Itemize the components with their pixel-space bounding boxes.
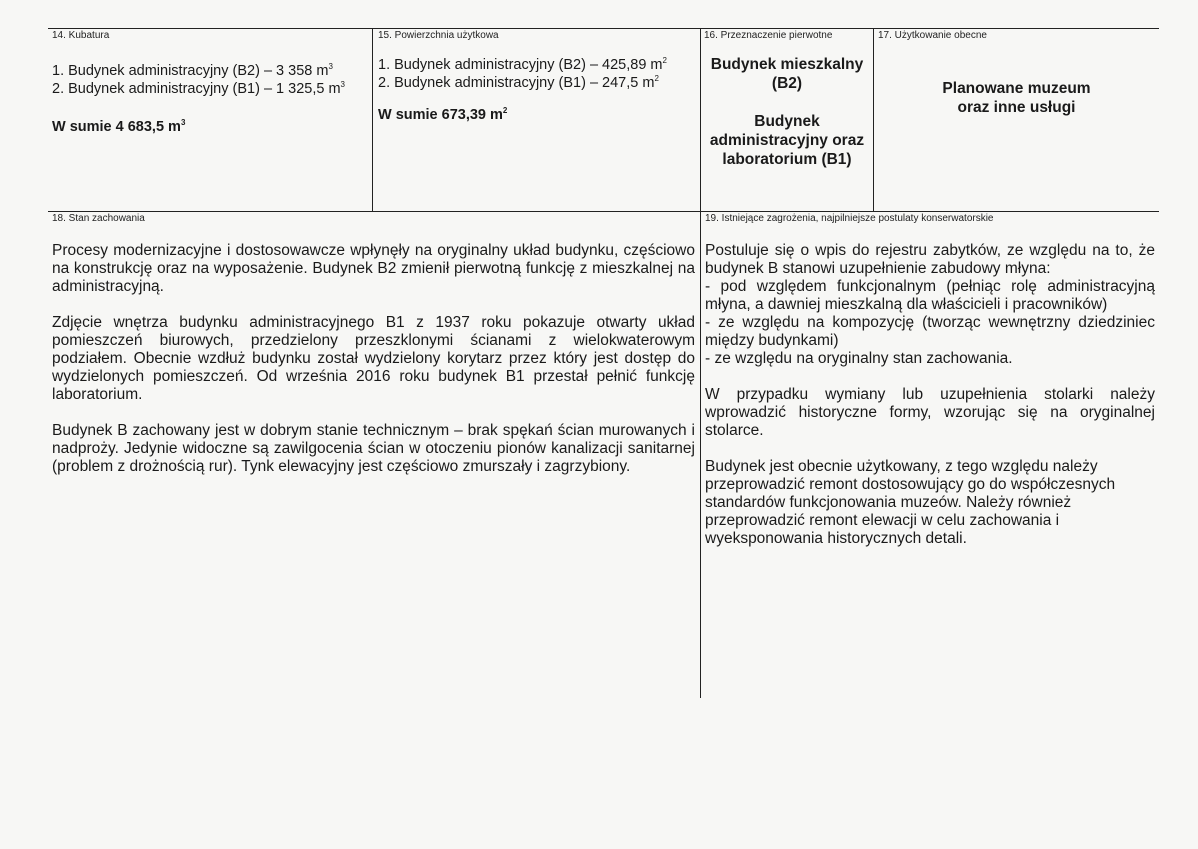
kubatura-label: 14. Kubatura	[52, 30, 110, 41]
powierzchnia-label: 15. Powierzchnia użytkowa	[378, 30, 499, 41]
zagrozenia-paragraph-2: W przypadku wymiany lub uzupełnienia stolarki należy wprowadzić historyczne formy, wzorując się na oryginalnej stolarce.	[705, 386, 1155, 439]
stan-paragraph-2: Zdjęcie wnętrza budynku administracyjnego B1 z 1937 roku pokazuje otwarty układ pomieszczeń biurowych, przedzielony przeszklonymi ścianami z wielokwaterowym podziałem. Obecnie wzdłuż budynku został wydzielony korytarz przez który jest dostęp do wydzielonych pomieszczeń. Od września 2016 roku budynek B1 przestał pełnić funkcję laboratorium.	[52, 314, 695, 403]
przeznaczenie-b1-line-3: laboratorium (B1)	[722, 151, 852, 168]
kubatura-total: W sumie 4 683,5 $m^3$	[52, 118, 186, 135]
kubatura-line-1: 1. Budynek administracyjny (B2) – 3 358 m	[52, 63, 329, 79]
zagrozenia-paragraph-3: Budynek jest obecnie użytkowany, z tego względu należy przeprowadzić remont dostosowujący go do współczesnych standardów funkcjonowania muzeów. Należy również przeprowadzić remont elewacji w celu zachowania i wyeksponowania historycznych detali.	[705, 458, 1116, 547]
top-rule	[48, 28, 1159, 29]
stan-text	[52, 242, 695, 476]
przeznaczenie-values	[701, 55, 873, 169]
zagrozenia-bullet-3: - ze względu na oryginalny stan zachowania.	[705, 350, 1013, 367]
powierzchnia-line-2: 2. Budynek administracyjny (B1) – 247,5 m	[378, 75, 655, 91]
stan-paragraph-1: Procesy modernizacyjne i dostosowawcze wpłynęły na oryginalny układ budynku, częściowo na konstrukcję oraz na wyposażenie. Budynek B2 zmienił pierwotną funkcję z mieszkalnej na administracyjną.	[52, 242, 695, 295]
powierzchnia-values: 1. Budynek administracyjny (B2) – 425,89 $m^2$ 2. Budynek administracyjny (B1) – 247,5 $m^2$	[378, 56, 667, 91]
przeznaczenie-b2-line-1: Budynek mieszkalny	[710, 56, 864, 73]
kubatura-line-2: 2. Budynek administracyjny (B1) – 1 325,5 m	[52, 81, 341, 97]
kubatura-values: 1. Budynek administracyjny (B2) – 3 358 $m^3$ 2. Budynek administracyjny (B1) – 1 325,5 $m^3$	[52, 62, 345, 97]
uzytkowanie-line-2: oraz inne usługi	[957, 99, 1076, 116]
divider-14-15	[372, 28, 373, 211]
zagrozenia-bullet-2: - ze względu na kompozycję (tworząc wewnętrzny dziedziniec między budynkami)	[705, 314, 1155, 349]
przeznaczenie-b1-line-1: Budynek	[754, 113, 820, 130]
przeznaczenie-label: 16. Przeznaczenie pierwotne	[704, 30, 833, 41]
przeznaczenie-b2-line-2: (B2)	[771, 75, 803, 92]
uzytkowanie-line-1: Planowane muzeum	[942, 80, 1091, 97]
uzytkowanie-label: 17. Użytkowanie obecne	[878, 30, 987, 41]
zagrozenia-label: 19. Istniejące zagrożenia, najpilniejsze postulaty konserwatorskie	[705, 213, 994, 224]
powierzchnia-line-1: 1. Budynek administracyjny (B2) – 425,89 m	[378, 57, 663, 73]
przeznaczenie-b1-line-2: administracyjny oraz	[709, 132, 865, 149]
zagrozenia-text	[705, 242, 1155, 548]
powierzchnia-total: W sumie 673,39 $m^2$	[378, 106, 508, 123]
stan-paragraph-3: Budynek B zachowany jest w dobrym stanie technicznym – brak spękań ścian murowanych i nadproży. Jedynie widoczne są zawilgocenia ścian w otoczeniu pionów kanalizacji sanitarnej (problem z drożnością rur). Tynk elewacyjny jest częściowo zmurszały i zagrzybiony.	[52, 422, 695, 475]
divider-16-17	[873, 28, 874, 211]
zagrozenia-paragraph-1: Postuluje się o wpis do rejestru zabytków, ze względu na to, że budynek B stanowi uzupełnienie zabudowy młyna:	[705, 242, 1155, 277]
middle-rule	[48, 211, 1159, 212]
zagrozenia-bullet-1: - pod względem funkcjonalnym (pełniąc rolę administracyjną młyna, a dawniej mieszkalną dla właścicieli i pracowników)	[705, 278, 1155, 313]
uzytkowanie-values	[874, 79, 1159, 117]
stan-label: 18. Stan zachowania	[52, 213, 145, 224]
